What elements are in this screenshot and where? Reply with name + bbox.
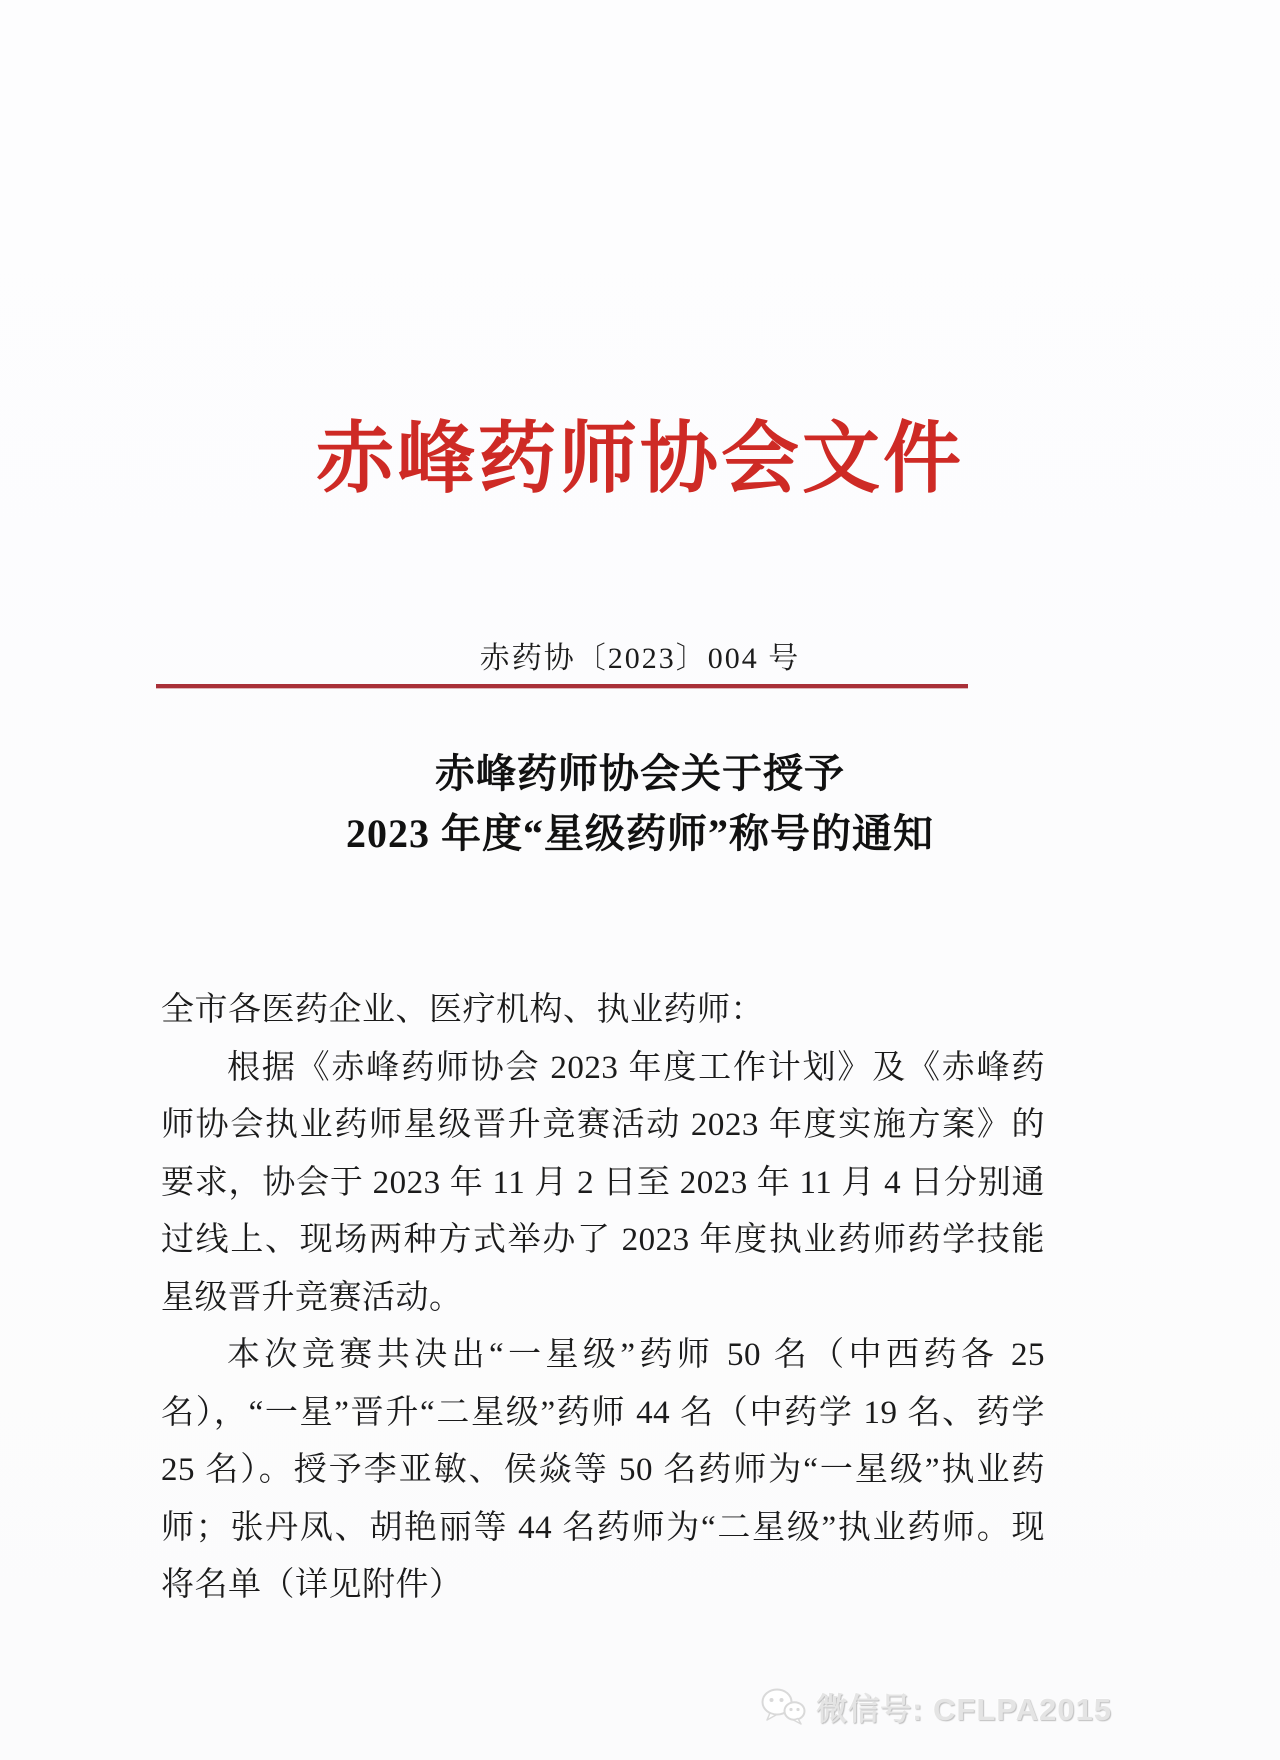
- notice-body: [161, 982, 1045, 1615]
- salutation-line: 全市各医药企业、医疗机构、执业药师：: [161, 992, 764, 1028]
- red-divider-line: [156, 684, 968, 688]
- notice-title-line1: 赤峰药师协会关于授予: [435, 751, 845, 796]
- notice-title-line2: 2023 年度“星级药师”称号的通知: [346, 811, 934, 856]
- body-paragraph-1: 根据《赤峰药师协会 2023 年度工作计划》及《赤峰药师协会执业药师星级晋升竞赛活动 2023 年度实施方案》的要求，协会于 2023 年 11 月 2 日至 2023 年 11 月 4 日分别通过线上、现场两种方式举办了 2023 年度执业药师药学技能星级晋升竞赛活动。: [161, 1049, 1045, 1316]
- wechat-watermark: [760, 1684, 1112, 1729]
- wechat-watermark-label: 微信号: CFLPA2015: [816, 1692, 1112, 1727]
- body-paragraph-2: 本次竞赛共决出“一星级”药师 50 名（中西药各 25 名），“一星”晋升“二星级”药师 44 名（中药学 19 名、药学 25 名）。授予李亚敏、侯焱等 50 名药师为“一星级”执业药师；张丹凤、胡艳丽等 44 名药师为“二星级”执业药师。现将名单（详见附件）: [161, 1337, 1045, 1603]
- document-number: 赤药协〔2023〕004 号: [479, 642, 801, 675]
- letterhead-title: 赤峰药师协会文件: [315, 415, 964, 502]
- wechat-icon: [760, 1687, 806, 1727]
- notice-title: [0, 744, 1280, 864]
